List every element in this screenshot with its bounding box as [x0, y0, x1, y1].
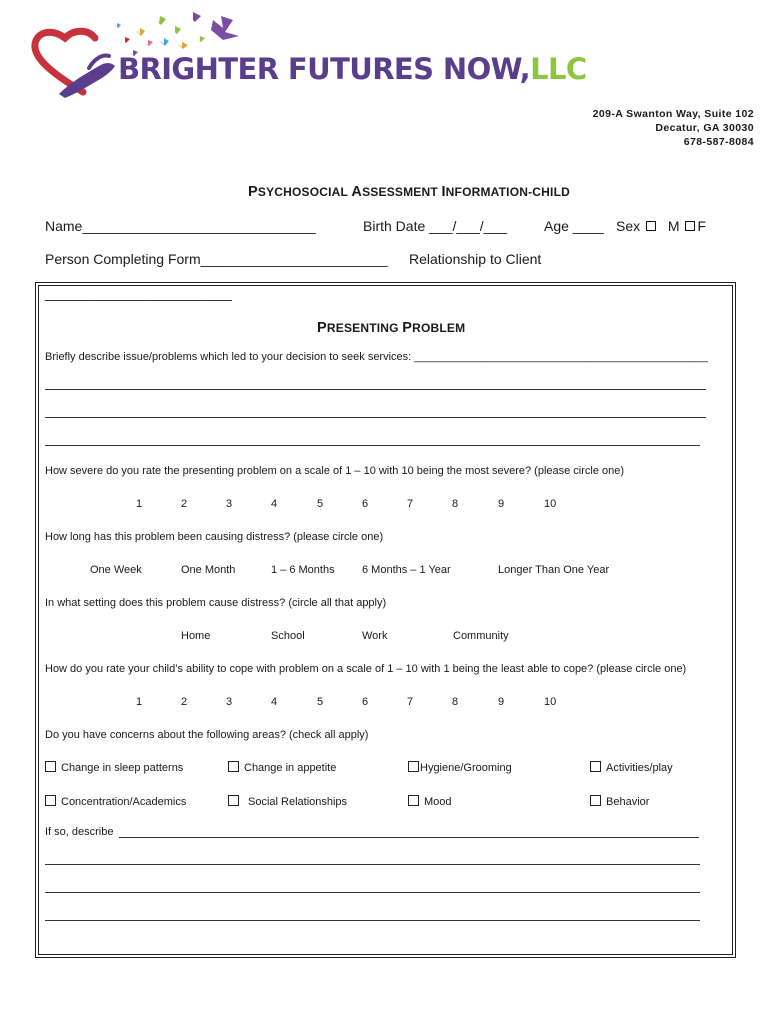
- age-field[interactable]: Age ____: [544, 218, 604, 234]
- if-so-line-4[interactable]: [45, 920, 700, 921]
- concerns-question: Do you have concerns about the following areas? (check all apply): [45, 729, 369, 741]
- cope-option[interactable]: 1: [136, 696, 143, 708]
- section-title: PRESENTING PROBLEM: [317, 320, 466, 336]
- checkbox-icon[interactable]: [408, 761, 419, 772]
- concern-activities[interactable]: Activities/play: [590, 761, 673, 774]
- duration-option[interactable]: 1 – 6 Months: [271, 564, 335, 576]
- checkbox-icon[interactable]: [45, 761, 56, 772]
- cope-option[interactable]: 9: [498, 696, 505, 708]
- setting-option[interactable]: Community: [453, 630, 509, 642]
- butterflies-icon: [113, 12, 239, 56]
- checkbox-icon[interactable]: [408, 795, 419, 806]
- cope-option[interactable]: 7: [407, 696, 414, 708]
- form-title: PSYCHOSOCIAL ASSESSMENT INFORMATION-CHILD: [248, 184, 570, 200]
- sex-m-checkbox[interactable]: [646, 221, 656, 231]
- concern-behavior[interactable]: Behavior: [590, 795, 649, 808]
- if-so-line-3[interactable]: [45, 892, 700, 893]
- checkbox-icon[interactable]: [590, 761, 601, 772]
- describe-line-1[interactable]: [45, 389, 706, 390]
- sex-f-label: F: [697, 218, 707, 234]
- severity-option[interactable]: 8: [452, 498, 459, 510]
- cope-option[interactable]: 8: [452, 696, 459, 708]
- birth-date-field[interactable]: Birth Date ___/___/___: [363, 218, 507, 234]
- describe-line-2[interactable]: [45, 417, 706, 418]
- cope-question: How do you rate your child’s ability to cope with problem on a scale of 1 – 10 with 1 being the least able to cope? (please circle one): [45, 663, 687, 675]
- cope-option[interactable]: 10: [544, 696, 557, 708]
- severity-option[interactable]: 5: [317, 498, 324, 510]
- sex-m-label: M: [667, 218, 680, 234]
- if-so-line[interactable]: [119, 837, 699, 838]
- concern-mood[interactable]: Mood: [408, 795, 452, 808]
- setting-option[interactable]: Home: [181, 630, 211, 642]
- describe-line-3[interactable]: [45, 445, 700, 446]
- relationship-field[interactable]: ________________________: [45, 285, 232, 301]
- presenting-problem-section: [35, 282, 736, 958]
- severity-option[interactable]: 1: [136, 498, 143, 510]
- duration-question: How long has this problem been causing distress? (please circle one): [45, 531, 384, 543]
- cope-option[interactable]: 5: [317, 696, 324, 708]
- person-completing-field[interactable]: Person Completing Form________________________: [45, 251, 388, 267]
- sex-label: Sex: [616, 218, 641, 234]
- address-line-1: 209-A Swanton Way, Suite 102: [592, 108, 754, 120]
- cope-option[interactable]: 6: [362, 696, 369, 708]
- logo-suffix: LLC: [530, 52, 587, 86]
- describe-label: If so, describe: [45, 826, 114, 838]
- phone-number: 678-587-8084: [683, 136, 754, 148]
- duration-option[interactable]: One Week: [90, 564, 142, 576]
- address-line-2: Decatur, GA 30030: [655, 122, 754, 134]
- duration-option[interactable]: One Month: [181, 564, 236, 576]
- concern-social[interactable]: Social Relationships: [228, 795, 347, 808]
- cope-option[interactable]: 3: [226, 696, 233, 708]
- relationship-label: Relationship to Client: [409, 251, 542, 267]
- setting-question: In what setting does this problem cause distress? (circle all that apply): [45, 597, 387, 609]
- severity-option[interactable]: 4: [271, 498, 278, 510]
- if-so-line-2[interactable]: [45, 864, 700, 865]
- concern-hygiene[interactable]: Hygiene/Grooming: [408, 761, 512, 774]
- severity-option[interactable]: 6: [362, 498, 369, 510]
- sex-field: [616, 218, 706, 234]
- duration-option[interactable]: 6 Months – 1 Year: [362, 564, 451, 576]
- cope-option[interactable]: 2: [181, 696, 188, 708]
- concern-appetite[interactable]: Change in appetite: [228, 761, 336, 774]
- checkbox-icon[interactable]: [45, 795, 56, 806]
- checkbox-icon[interactable]: [590, 795, 601, 806]
- severity-option[interactable]: 10: [544, 498, 557, 510]
- sex-f-checkbox[interactable]: [685, 221, 695, 231]
- describe-question[interactable]: Briefly describe issue/problems which led to your decision to seek services: ________________________________________________: [45, 351, 708, 363]
- severity-question: How severe do you rate the presenting problem on a scale of 1 – 10 with 10 being the most severe? (please circle one): [45, 465, 625, 477]
- name-field[interactable]: Name______________________________: [45, 218, 316, 234]
- concern-concentration[interactable]: Concentration/Academics: [45, 795, 186, 808]
- checkbox-icon[interactable]: [228, 761, 239, 772]
- setting-option[interactable]: Work: [362, 630, 388, 642]
- severity-option[interactable]: 7: [407, 498, 414, 510]
- checkbox-icon[interactable]: [228, 795, 239, 806]
- cope-option[interactable]: 4: [271, 696, 278, 708]
- severity-option[interactable]: 9: [498, 498, 505, 510]
- logo-name: BRIGHTER FUTURES NOW,: [118, 52, 531, 86]
- duration-option[interactable]: Longer Than One Year: [498, 564, 610, 576]
- severity-option[interactable]: 2: [181, 498, 188, 510]
- setting-option[interactable]: School: [271, 630, 305, 642]
- concern-sleep[interactable]: Change in sleep patterns: [45, 761, 183, 774]
- severity-option[interactable]: 3: [226, 498, 233, 510]
